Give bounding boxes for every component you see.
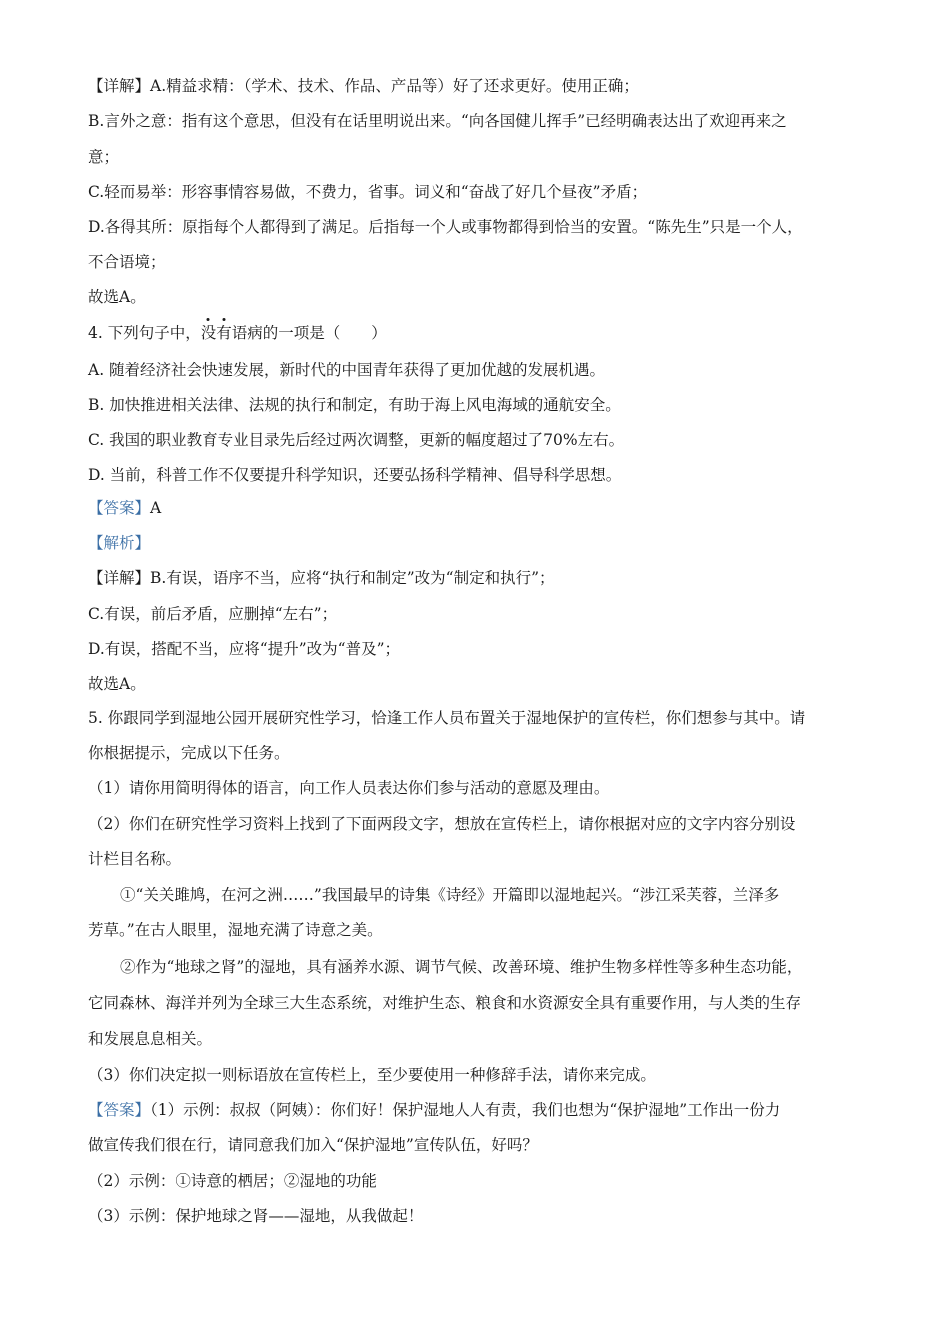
detail-tag: 【详解】: [88, 77, 151, 95]
q5-answer-2: （2）示例：①诗意的栖居；②湿地的功能: [88, 1172, 377, 1190]
task-2-line-1: （2）你们在研究性学习资料上找到了下面两段文字，想放在宣传栏上，请你根据对应的文字内容分别设: [88, 815, 796, 833]
option-b: B. 加快推进相关法律、法规的执行和制定，有助于海上风电海域的通航安全。: [88, 396, 621, 414]
material-1-line-2: 芳草。”在古人眼里，湿地充满了诗意之美。: [88, 921, 383, 939]
detail-line-1: 【详解】A.精益求精：（学术、技术、作品、产品等）好了还求更好。使用正确；: [88, 77, 639, 95]
q5-answer-3: （3）示例：保护地球之肾——湿地，从我做起！: [88, 1207, 424, 1225]
detail-line-5: D.各得其所：原指每个人都得到了满足。后指每一个人或事物都得到恰当的安置。“陈先生”只是一个人，: [88, 218, 803, 236]
emphasis-char: 有: [216, 324, 232, 342]
detail-line-7: 故选A。: [88, 288, 146, 306]
detail-line-4: C.轻而易举：形容事情容易做，不费力，省事。词义和“奋战了好几个昼夜”矛盾；: [88, 183, 648, 201]
task-1: （1）请你用简明得体的语言，向工作人员表达你们参与活动的意愿及理由。: [88, 779, 610, 797]
q4-detail-4: 故选A。: [88, 675, 146, 693]
detail-line-3: 意；: [88, 148, 120, 166]
q4-detail-1: 【详解】B.有误，语序不当，应将“执行和制定”改为“制定和执行”；: [88, 569, 555, 587]
detail-line-6: 不合语境；: [88, 253, 166, 271]
task-2-line-2: 计栏目名称。: [88, 850, 182, 868]
emphasis-char: 没: [200, 324, 217, 342]
q4-answer: 【答案】A: [88, 499, 162, 517]
option-a: A. 随着经济社会快速发展，新时代的中国青年获得了更加优越的发展机遇。: [88, 361, 606, 379]
detail-line-2: B.言外之意：指有这个意思，但没有在话里明说出来。“向各国健儿挥手”已经明确表达出了欢迎再来之: [88, 112, 787, 130]
answer-tag: 【答案】: [88, 499, 151, 517]
material-2-line-2: 它同森林、海洋并列为全球三大生态系统，对维护生态、粮食和水资源安全具有重要作用，与人类的生存: [88, 994, 802, 1012]
answer-tag: 【答案】: [88, 1101, 151, 1119]
material-1-line-1: ①“关关雎鸠，在河之洲……”我国最早的诗集《诗经》开篇即以湿地起兴。“涉江采芙蓉，兰泽多: [120, 886, 780, 904]
q5-answer-1b: 做宣传我们很在行，请同意我们加入“保护湿地”宣传队伍，好吗？: [88, 1136, 538, 1154]
material-2-line-3: 和发展息息相关。: [88, 1030, 213, 1048]
question-4-stem: 4. 下列句子中，没有语病的一项是（ ）: [88, 324, 387, 342]
option-c: C. 我国的职业教育专业目录先后经过两次调整，更新的幅度超过了70%左右。: [88, 431, 625, 449]
q4-analysis-tag: 【解析】: [88, 534, 151, 552]
task-3: （3）你们决定拟一则标语放在宣传栏上，至少要使用一种修辞手法，请你来完成。: [88, 1066, 656, 1084]
question-5-stem-1: 5. 你跟同学到湿地公园开展研究性学习，恰逢工作人员布置关于湿地保护的宣传栏，你们想参与其中。请: [88, 709, 806, 727]
question-5-stem-2: 你根据提示，完成以下任务。: [88, 744, 290, 762]
q4-detail-3: D.有误，搭配不当，应将“提升”改为“普及”；: [88, 640, 400, 658]
material-2-line-1: ②作为“地球之肾”的湿地，具有涵养水源、调节气候、改善环境、维护生物多样性等多种生态功能，: [120, 958, 803, 976]
q5-answer-1a: 【答案】（1）示例：叔叔（阿姨）：你们好！保护湿地人人有责，我们也想为“保护湿地”工作出一份力: [88, 1101, 781, 1119]
q4-detail-2: C.有误，前后矛盾，应删掉“左右”；: [88, 605, 338, 623]
option-d: D. 当前，科普工作不仅要提升科学知识，还要弘扬科学精神、倡导科学思想。: [88, 466, 622, 484]
